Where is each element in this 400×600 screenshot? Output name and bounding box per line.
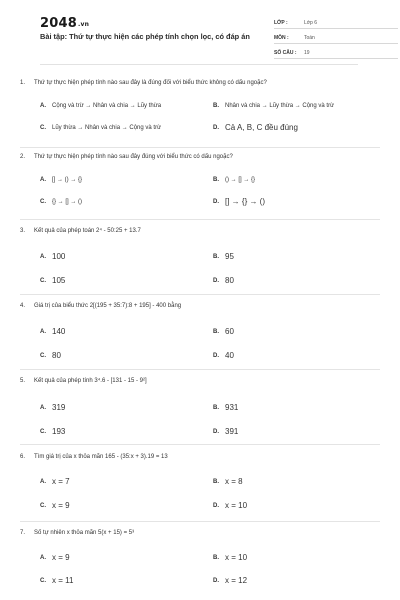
question-divider bbox=[20, 147, 380, 148]
answer-option[interactable] bbox=[213, 197, 265, 206]
option-letter: B. bbox=[213, 554, 219, 561]
option-text: 931 bbox=[225, 403, 239, 412]
option-text: 80 bbox=[52, 351, 61, 360]
answer-option[interactable] bbox=[213, 501, 247, 510]
meta-value: 19 bbox=[304, 50, 310, 56]
option-text: Nhân và chia → Lũy thừa → Cộng và trừ bbox=[225, 103, 335, 109]
question-number: 6. bbox=[20, 454, 26, 460]
option-text: 60 bbox=[225, 327, 234, 336]
question-number: 3. bbox=[20, 228, 26, 234]
question-text: Thứ tự thực hiện phép tính nào sau đây là đúng đối với biểu thức không có dấu ngoặc? bbox=[34, 80, 267, 86]
meta-label: LỚP : bbox=[274, 20, 288, 26]
option-letter: D. bbox=[213, 277, 219, 284]
option-letter: A. bbox=[40, 177, 46, 183]
meta-label: MÔN : bbox=[274, 35, 289, 41]
answer-option[interactable] bbox=[40, 327, 65, 336]
question-text: Thứ tự thực hiện phép tính nào sau đây đúng với biểu thức có dấu ngoặc? bbox=[34, 154, 233, 160]
option-text: 193 bbox=[52, 427, 66, 436]
option-letter: A. bbox=[40, 404, 46, 411]
question-number: 2. bbox=[20, 154, 26, 160]
option-letter: C. bbox=[40, 502, 46, 509]
option-letter: B. bbox=[213, 177, 219, 183]
option-text: Cộng và trừ → Nhân và chia → Lũy thừa bbox=[52, 103, 162, 109]
option-letter: C. bbox=[40, 277, 46, 284]
answer-option[interactable] bbox=[213, 177, 255, 183]
option-letter: A. bbox=[40, 103, 46, 109]
meta-value: Lớp 6 bbox=[304, 20, 318, 26]
question-item bbox=[20, 228, 380, 288]
option-letter: B. bbox=[213, 328, 219, 335]
option-letter: C. bbox=[40, 125, 46, 131]
question-item bbox=[20, 80, 380, 140]
answer-option[interactable] bbox=[40, 576, 73, 585]
answer-option[interactable] bbox=[40, 199, 82, 205]
option-text: 80 bbox=[225, 276, 234, 285]
option-letter: A. bbox=[40, 554, 46, 561]
answer-option[interactable] bbox=[40, 103, 161, 109]
answer-option[interactable] bbox=[213, 427, 238, 436]
question-item bbox=[20, 530, 380, 590]
option-letter: C. bbox=[40, 199, 46, 205]
answer-option[interactable] bbox=[213, 403, 238, 412]
option-text: x = 10 bbox=[225, 553, 248, 562]
option-text: x = 9 bbox=[52, 553, 70, 562]
option-letter: D. bbox=[213, 352, 219, 359]
answer-option[interactable] bbox=[213, 103, 334, 109]
option-letter: B. bbox=[213, 404, 219, 411]
answer-option[interactable] bbox=[40, 403, 65, 412]
question-item bbox=[20, 454, 380, 514]
answer-option[interactable] bbox=[40, 553, 70, 562]
option-letter: B. bbox=[213, 103, 219, 109]
answer-option[interactable] bbox=[213, 123, 298, 132]
option-letter: A. bbox=[40, 328, 46, 335]
option-text: 319 bbox=[52, 403, 66, 412]
option-text: [] → () → {} bbox=[52, 177, 83, 183]
option-text: x = 8 bbox=[225, 477, 243, 486]
option-letter: D. bbox=[213, 198, 219, 205]
question-text: Số tự nhiên x thỏa mãn 5(x + 15) = 5³ bbox=[34, 530, 135, 536]
site-logo[interactable] bbox=[40, 16, 89, 31]
option-letter: C. bbox=[40, 577, 46, 584]
option-text: 140 bbox=[52, 327, 66, 336]
option-letter: D. bbox=[213, 502, 219, 509]
option-text: 105 bbox=[52, 276, 66, 285]
option-letter: D. bbox=[213, 577, 219, 584]
answer-option[interactable] bbox=[40, 276, 65, 285]
meta-row-count bbox=[274, 46, 398, 59]
option-text: 100 bbox=[52, 252, 66, 261]
question-number: 5. bbox=[20, 378, 26, 384]
question-number: 7. bbox=[20, 530, 26, 536]
option-text: {} → [] → () bbox=[52, 199, 83, 205]
option-text: Lũy thừa → Nhân và chia → Cộng và trừ bbox=[52, 125, 162, 131]
answer-option[interactable] bbox=[213, 553, 247, 562]
answer-option[interactable] bbox=[40, 252, 65, 261]
option-text: x = 7 bbox=[52, 477, 70, 486]
option-text: () → [] → {} bbox=[225, 177, 256, 183]
question-divider bbox=[20, 521, 380, 522]
option-text: 95 bbox=[225, 252, 234, 261]
meta-value: Toán bbox=[304, 35, 315, 41]
option-text: x = 11 bbox=[52, 576, 74, 585]
question-divider bbox=[20, 369, 380, 370]
meta-row-subject bbox=[274, 31, 398, 44]
question-divider bbox=[20, 219, 380, 220]
answer-option[interactable] bbox=[40, 351, 61, 360]
question-text: Tìm giá trị của x thỏa mãn 165 - (35:x + 3).19 = 13 bbox=[34, 454, 168, 460]
question-item bbox=[20, 378, 380, 438]
question-number: 1. bbox=[20, 80, 26, 86]
question-divider bbox=[20, 444, 380, 445]
option-letter: B. bbox=[213, 253, 219, 260]
option-letter: C. bbox=[40, 352, 46, 359]
option-text: x = 12 bbox=[225, 576, 248, 585]
answer-option[interactable] bbox=[213, 477, 243, 486]
question-text: Giá trị của biểu thức 2[(195 + 35:7):8 + 195] - 400 bằng bbox=[34, 303, 182, 309]
answer-option[interactable] bbox=[213, 252, 234, 261]
worksheet-meta bbox=[274, 16, 398, 61]
option-text: x = 10 bbox=[225, 501, 248, 510]
option-letter: C. bbox=[40, 428, 46, 435]
answer-option[interactable] bbox=[40, 477, 70, 486]
logo-main: 2048 bbox=[40, 16, 77, 31]
answer-option[interactable] bbox=[213, 276, 234, 285]
answer-option[interactable] bbox=[213, 576, 247, 585]
option-letter: D. bbox=[213, 124, 219, 131]
worksheet-title: Bài tập: Thứ tự thực hiện các phép tính chọn lọc, có đáp án bbox=[40, 32, 250, 41]
worksheet-header bbox=[20, 0, 378, 62]
option-text: [] → {} → () bbox=[225, 197, 266, 206]
question-text: Kết quả của phép toán 2⁴ - 50:25 + 13.7 bbox=[34, 228, 141, 234]
answer-option[interactable] bbox=[40, 177, 82, 183]
option-text: Cả A, B, C đều đúng bbox=[225, 123, 298, 132]
question-item bbox=[20, 154, 380, 214]
meta-row-class bbox=[274, 16, 398, 29]
header-divider bbox=[40, 64, 358, 65]
option-text: x = 9 bbox=[52, 501, 70, 510]
option-text: 391 bbox=[225, 427, 239, 436]
option-letter: B. bbox=[213, 478, 219, 485]
question-text: Kết quả của phép tính 3⁴.6 - [131 - 15 - 9²] bbox=[34, 378, 147, 384]
answer-option[interactable] bbox=[40, 501, 70, 510]
question-divider bbox=[20, 294, 380, 295]
option-text: 40 bbox=[225, 351, 234, 360]
answer-option[interactable] bbox=[213, 327, 234, 336]
option-letter: A. bbox=[40, 478, 46, 485]
answer-option[interactable] bbox=[40, 427, 65, 436]
meta-label: SỐ CÂU : bbox=[274, 50, 297, 56]
logo-suffix: .vn bbox=[77, 21, 90, 28]
option-letter: A. bbox=[40, 253, 46, 260]
answer-option[interactable] bbox=[40, 125, 161, 131]
answer-option[interactable] bbox=[213, 351, 234, 360]
option-letter: D. bbox=[213, 428, 219, 435]
question-item bbox=[20, 303, 380, 363]
question-number: 4. bbox=[20, 303, 26, 309]
